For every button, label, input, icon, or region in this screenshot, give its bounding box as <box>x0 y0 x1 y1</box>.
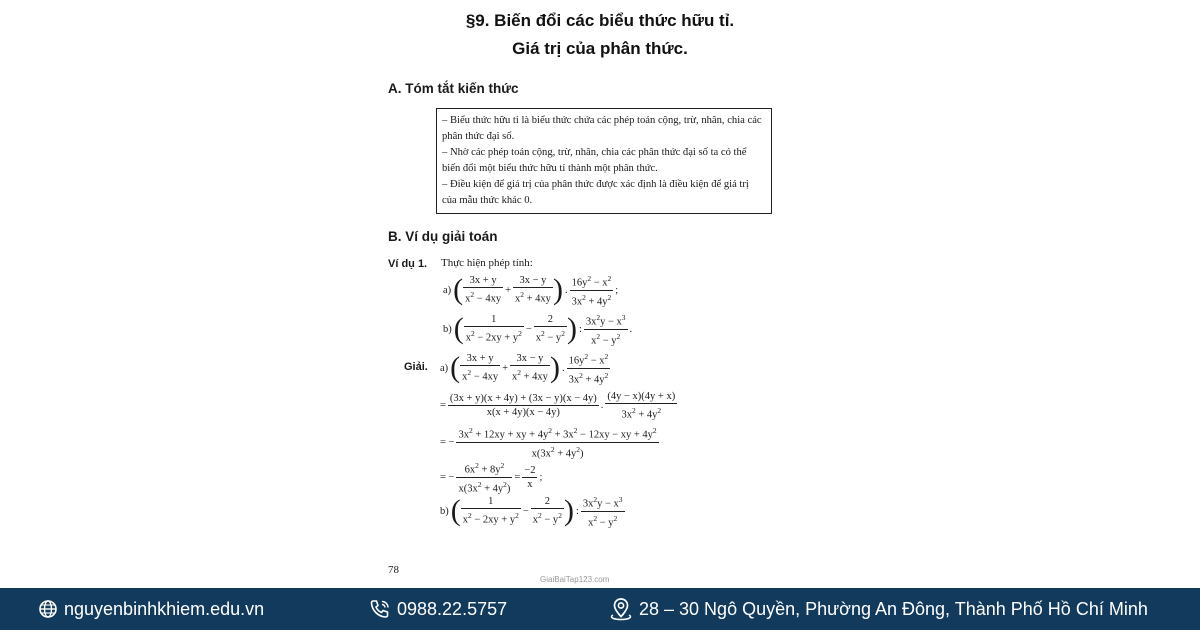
solution-label: Giải. <box>404 361 428 373</box>
website-text: nguyenbinhkhiem.edu.vn <box>64 598 265 619</box>
footer-website[interactable] <box>38 588 264 630</box>
summary-item: – Điều kiện để giá trị của phân thức được xác định là điều kiện để giá trị của mẫu thức khác 0. <box>442 179 749 206</box>
watermark: GiaiBaiTap123.com <box>540 575 610 584</box>
address-text: 28 – 30 Ngô Quyền, Phường An Đông, Thành Phố Hồ Chí Minh <box>639 598 1148 619</box>
footer-phone[interactable] <box>369 588 507 630</box>
section-a-heading: A. Tóm tắt kiến thức <box>388 81 519 96</box>
example-b-expression: b)( $\frac{1}{x^2 - 2xy + y^2}$ − $\frac{2}{x^2 - y^2}$ ) : $\frac{3x^2y - x^3}{x^2 - y^2}$ . <box>443 312 633 346</box>
solution-a-step3: = − $\frac{3x^2 + 12xy + xy + 4y^2 + 3x^2 - 12xy - xy + 4y^2}{x(3x^2 + 4y^2)}$ <box>440 426 657 459</box>
summary-box <box>436 108 772 214</box>
example-intro: Thực hiện phép tính: <box>441 257 533 269</box>
summary-item: – Nhờ các phép toán cộng, trừ, nhân, chia các phân thức đại số ta có thể biến đổi một biểu thức hữu tỉ thành một phân thức. <box>442 147 747 174</box>
item-label-a: a) <box>443 284 452 296</box>
globe-icon <box>38 599 58 619</box>
solution-a-step4: = − $\frac{6x^2 + 8y^2}{x(3x^2 + 4y^2)}$ = $\frac{-2}{x}$ ; <box>440 461 543 494</box>
summary-item: – Biểu thức hữu tỉ là biểu thức chứa các phép toán cộng, trừ, nhân, chia các phân thức đại số. <box>442 115 762 142</box>
phone-icon <box>369 599 391 619</box>
example-label: Ví dụ 1. <box>388 258 428 270</box>
example-a-expression: a)( $\frac{3x + y}{x^2 - 4xy}$ + $\frac{3x - y}{x^2 + 4xy}$ ) . $\frac{16y^2 - x^2}{3x^2 + 4y^2}$ ; <box>443 273 619 307</box>
phone-text: 0988.22.5757 <box>397 598 508 619</box>
item-label-b: b) <box>443 323 452 335</box>
solution-b-step1: b)( $\frac{1}{x^2 - 2xy + y^2}$ − $\frac{2}{x^2 - y^2}$ ) : $\frac{3x^2y - x^3}{x^2 - y^2}$ <box>440 494 623 528</box>
location-pin-icon <box>609 597 633 621</box>
footer-address[interactable] <box>609 588 1148 630</box>
section-b-heading: B. Ví dụ giải toán <box>388 229 498 244</box>
solution-a-step2: = $\frac{(3x + y)(x + 4y) + (3x - y)(x - 4y)}{x(x + 4y)(x - 4y)}$ . $\frac{(4y - x)(4y + x)}{3x^2 + 4y^2}$ <box>440 391 676 421</box>
page-number: 78 <box>388 564 399 576</box>
contact-footer-bar <box>0 588 1200 630</box>
lesson-title: §9. Biến đổi các biểu thức hữu tỉ. <box>465 11 735 30</box>
lesson-subtitle: Giá trị của phân thức. <box>512 39 688 58</box>
solution-a-step1: a)( $\frac{3x + y}{x^2 - 4xy}$ + $\frac{3x - y}{x^2 + 4xy}$ ) . $\frac{16y^2 - x^2}{3x^2 + 4y^2}$ <box>440 351 609 385</box>
